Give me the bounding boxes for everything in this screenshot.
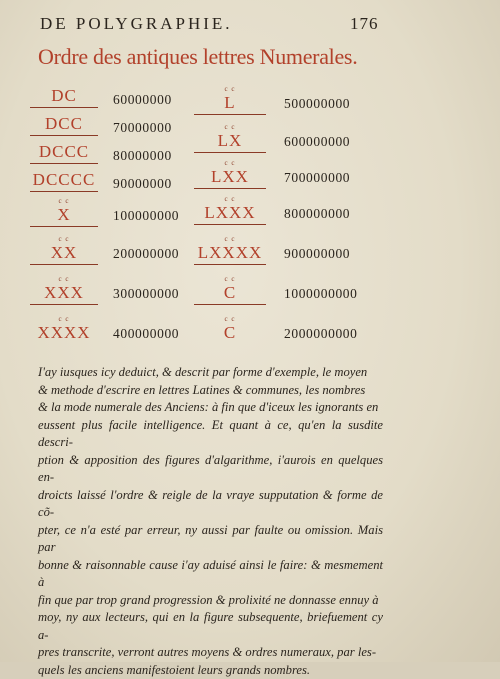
arabic-value: 500000000 xyxy=(284,96,350,112)
vinculum-line xyxy=(30,135,98,136)
multiplier-marks: c c xyxy=(194,316,266,323)
multiplier-marks: c c xyxy=(194,196,266,203)
page-number: 176 xyxy=(350,14,379,34)
roman-numeral xyxy=(194,86,266,115)
arabic-value: 80000000 xyxy=(113,148,172,164)
multiplier-marks: c c xyxy=(194,124,266,131)
section-title: Ordre des antiques lettres Numerales. xyxy=(38,44,388,70)
arabic-value: 800000000 xyxy=(284,206,350,222)
numeral-text: DCC xyxy=(45,114,83,133)
vinculum-line xyxy=(194,304,266,305)
vinculum-line xyxy=(194,224,266,225)
paragraph-line: & methode d'escrire en lettres Latines & communes, les nombres xyxy=(38,382,383,400)
multiplier-marks: c c xyxy=(194,160,266,167)
arabic-value: 90000000 xyxy=(113,176,172,192)
numeral-text: DCCCC xyxy=(33,170,96,189)
numeral-text: LXXXX xyxy=(198,243,263,262)
vinculum-line xyxy=(30,107,98,108)
paragraph-line: I'ay iusques icy deduict, & descrit par forme d'exemple, le moyen xyxy=(38,364,383,382)
paragraph-line: quels les anciens manifestoient leurs grands nombres. xyxy=(38,662,383,679)
vinculum-line xyxy=(194,264,266,265)
numeral-text: XX xyxy=(51,243,78,262)
paragraph-line: droicts laissé l'ordre & reigle de la vraye supputation & forme de cõ- xyxy=(38,487,383,522)
arabic-value: 700000000 xyxy=(284,170,350,186)
vinculum-line xyxy=(30,304,98,305)
vinculum-line xyxy=(30,163,98,164)
arabic-value: 200000000 xyxy=(113,246,179,262)
vinculum-line xyxy=(30,191,98,192)
paragraph-line: pres transcrite, verront autres moyens & ordres numeraux, par les- xyxy=(38,644,383,662)
vinculum-line xyxy=(194,114,266,115)
numeral-text: L xyxy=(224,93,235,112)
vinculum-line xyxy=(30,226,98,227)
numeral-text: C xyxy=(224,323,236,342)
running-header: DE POLYGRAPHIE. xyxy=(40,14,380,34)
paragraph-line: & la mode numerale des Anciens: à fin que d'iceux les ignorants en xyxy=(38,399,383,417)
arabic-value: 400000000 xyxy=(113,326,179,342)
numeral-text: XXXX xyxy=(37,323,90,342)
paragraph-line: pter, ce n'a esté par erreur, ny aussi par faulte ou omission. Mais par xyxy=(38,522,383,557)
arabic-value: 300000000 xyxy=(113,286,179,302)
paragraph-line: moy, ny aux lecteurs, qui en la figure subsequente, briefuement cy a- xyxy=(38,609,383,644)
roman-numeral xyxy=(30,114,98,136)
numeral-text: XXX xyxy=(44,283,84,302)
arabic-value: 2000000000 xyxy=(284,326,358,342)
vinculum-line xyxy=(194,188,266,189)
roman-numeral xyxy=(30,142,98,164)
multiplier-marks: c c xyxy=(30,276,98,283)
numeral-text: DCCC xyxy=(39,142,89,161)
roman-numeral xyxy=(30,236,98,265)
roman-numeral xyxy=(30,170,98,192)
numeral-text: LXXX xyxy=(204,203,255,222)
roman-numeral xyxy=(30,276,98,305)
roman-numeral xyxy=(30,86,98,108)
numeral-text: C xyxy=(224,283,236,302)
multiplier-marks: c c xyxy=(194,86,266,93)
paragraph-line: bonne & raisonnable cause i'ay aduisé ainsi le faire: & mesmement à xyxy=(38,557,383,592)
arabic-value: 600000000 xyxy=(284,134,350,150)
numeral-text: DC xyxy=(51,86,77,105)
roman-numeral xyxy=(194,276,266,305)
roman-numeral xyxy=(30,316,98,343)
multiplier-marks: c c xyxy=(30,198,98,205)
multiplier-marks: c c xyxy=(30,316,98,323)
paragraph-line: eussent plus facile intelligence. Et quant à ce, qu'en la susdite descri- xyxy=(38,417,383,452)
roman-numeral xyxy=(194,196,266,225)
arabic-value: 100000000 xyxy=(113,208,179,224)
roman-numeral xyxy=(194,316,266,343)
vinculum-line xyxy=(30,264,98,265)
arabic-value: 70000000 xyxy=(113,120,172,136)
arabic-value: 60000000 xyxy=(113,92,172,108)
numeral-text: X xyxy=(57,205,70,224)
roman-numeral xyxy=(194,160,266,189)
vinculum-line xyxy=(194,152,266,153)
body-paragraph xyxy=(38,364,383,679)
numeral-text: LX xyxy=(218,131,243,150)
roman-numeral xyxy=(194,124,266,153)
numeral-text: LXX xyxy=(211,167,249,186)
roman-numeral xyxy=(194,236,266,265)
arabic-value: 1000000000 xyxy=(284,286,358,302)
multiplier-marks: c c xyxy=(30,236,98,243)
paragraph-line: ption & apposition des figures d'algarithme, i'aurois en quelques en- xyxy=(38,452,383,487)
paragraph-line: fin que par trop grand progression & prolixité ne donnasse ennuy à xyxy=(38,592,383,610)
multiplier-marks: c c xyxy=(194,236,266,243)
multiplier-marks: c c xyxy=(194,276,266,283)
arabic-value: 900000000 xyxy=(284,246,350,262)
roman-numeral xyxy=(30,198,98,227)
